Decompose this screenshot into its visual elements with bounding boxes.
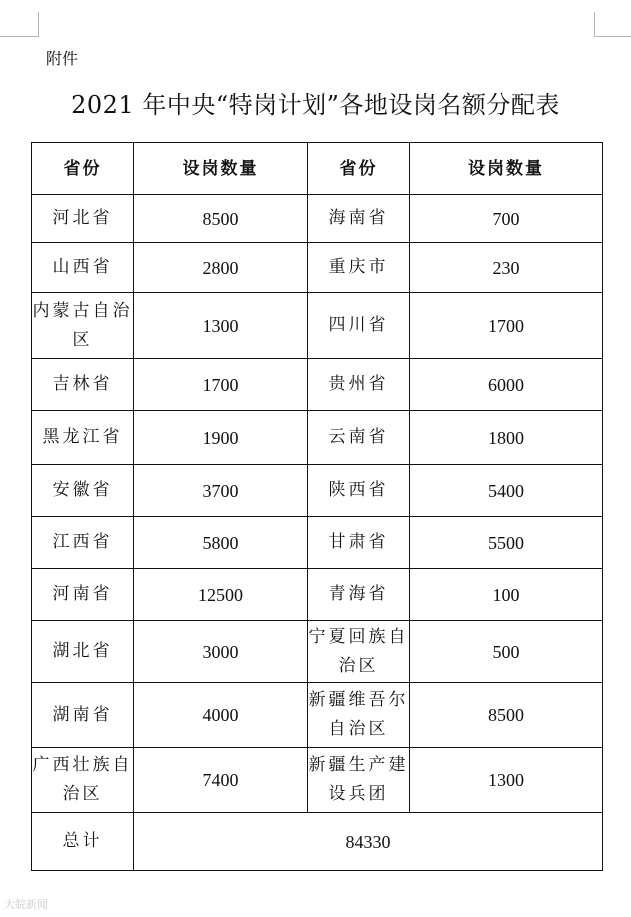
total-value: 84330	[134, 813, 603, 871]
province-cell: 新疆生产建设兵团	[308, 748, 410, 813]
province-cell: 安徽省	[32, 465, 134, 517]
table-row	[32, 359, 603, 411]
quota-cell: 1300	[134, 293, 308, 359]
quota-cell: 6000	[410, 359, 603, 411]
quota-cell: 1700	[410, 293, 603, 359]
province-cell: 河南省	[32, 569, 134, 621]
quota-table	[31, 142, 603, 871]
total-row	[32, 813, 603, 871]
quota-cell: 3000	[134, 621, 308, 683]
header-province-right: 省份	[308, 143, 410, 195]
province-cell: 重庆市	[308, 243, 410, 293]
quota-cell: 700	[410, 195, 603, 243]
province-cell: 吉林省	[32, 359, 134, 411]
table-row	[32, 517, 603, 569]
province-cell: 宁夏回族自治区	[308, 621, 410, 683]
quota-cell: 8500	[134, 195, 308, 243]
province-cell: 青海省	[308, 569, 410, 621]
attachment-label: 附件	[46, 49, 79, 68]
quota-cell: 230	[410, 243, 603, 293]
header-quota-right: 设岗数量	[410, 143, 603, 195]
province-cell: 内蒙古自治区	[32, 293, 134, 359]
quota-cell: 1800	[410, 411, 603, 465]
province-cell: 江西省	[32, 517, 134, 569]
header-quota-left: 设岗数量	[134, 143, 308, 195]
table-row	[32, 195, 603, 243]
province-cell: 云南省	[308, 411, 410, 465]
quota-cell: 7400	[134, 748, 308, 813]
table-row	[32, 293, 603, 359]
header-province-left: 省份	[32, 143, 134, 195]
province-cell: 新疆维吾尔自治区	[308, 683, 410, 748]
quota-cell: 12500	[134, 569, 308, 621]
quota-cell: 1900	[134, 411, 308, 465]
quota-cell: 1300	[410, 748, 603, 813]
crop-mark-top-right	[594, 12, 631, 37]
table-row	[32, 411, 603, 465]
quota-cell: 2800	[134, 243, 308, 293]
province-cell: 山西省	[32, 243, 134, 293]
province-cell: 湖南省	[32, 683, 134, 748]
province-cell: 贵州省	[308, 359, 410, 411]
table-row	[32, 683, 603, 748]
table-row	[32, 621, 603, 683]
province-cell: 陕西省	[308, 465, 410, 517]
province-cell: 四川省	[308, 293, 410, 359]
table-row	[32, 243, 603, 293]
province-cell: 黑龙江省	[32, 411, 134, 465]
table-header-row	[32, 143, 603, 195]
quota-cell: 8500	[410, 683, 603, 748]
quota-cell: 5800	[134, 517, 308, 569]
quota-cell: 500	[410, 621, 603, 683]
province-cell: 甘肃省	[308, 517, 410, 569]
table-row	[32, 748, 603, 813]
total-label: 总计	[32, 813, 134, 871]
province-cell: 海南省	[308, 195, 410, 243]
table-row	[32, 569, 603, 621]
province-cell: 河北省	[32, 195, 134, 243]
quota-cell: 3700	[134, 465, 308, 517]
province-cell: 湖北省	[32, 621, 134, 683]
quota-cell: 5400	[410, 465, 603, 517]
watermark: 大皖新闻	[4, 898, 48, 911]
table-row	[32, 465, 603, 517]
document-title: 2021 年中央“特岗计划”各地设岗名额分配表	[71, 91, 560, 119]
crop-mark-top-left	[0, 12, 39, 37]
quota-cell: 5500	[410, 517, 603, 569]
quota-cell: 1700	[134, 359, 308, 411]
quota-cell: 4000	[134, 683, 308, 748]
province-cell: 广西壮族自治区	[32, 748, 134, 813]
quota-cell: 100	[410, 569, 603, 621]
